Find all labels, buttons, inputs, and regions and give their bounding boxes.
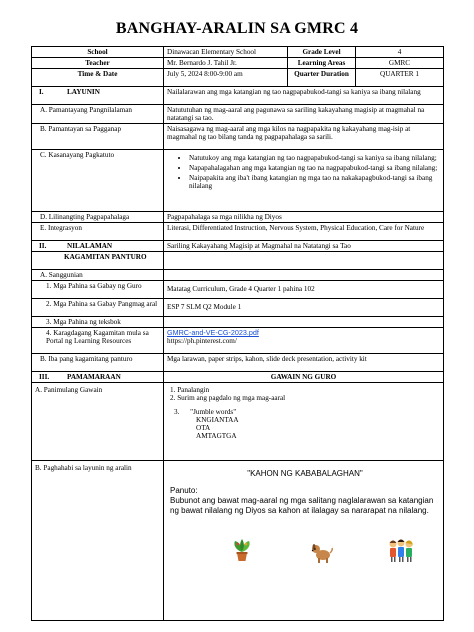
objective-item: • Napapahalagahan ang mga katangian ng tao na nagpapabukod-tangi sa ibang nilalang; (189, 164, 440, 172)
pamantayang-pangnilalaman-text: Natututuhan ng mag-aaral ang pagunawa sa sariling kakayahang magisip at magmahal na natatangi sa tao. (164, 105, 444, 124)
attendance-item: 2. Surim ang pagdalo ng mga mag-aaral (170, 394, 286, 402)
lilinangting-pagpapahalaga-label: D. Lilinangting Pagpapahalaga (32, 212, 164, 223)
panimulang-gawain-content (164, 383, 444, 461)
objective-item: • Natutukoy ang mga katangian ng tao nagpapabukod-tangi sa kaniya sa ibang nilalang; (189, 154, 440, 162)
children-icon (386, 536, 416, 564)
pamantayang-pangnilalaman-label: A. Pamantayang Pangnilalaman (32, 105, 164, 124)
paghahabi-label: B. Paghahabi sa layunin ng aralin (32, 461, 164, 621)
gabay-aral-text: ESP 7 SLM Q2 Module 1 (164, 299, 444, 317)
nilalaman-text: Sariling Kakayahang Magisip at Magmahal na Natatangi sa Tao (164, 241, 444, 252)
time-date-value: July 5, 2024 8:00-9:00 am (164, 69, 288, 87)
gabay-guro-label: 1. Mga Pahina sa Gabay ng Guro (32, 281, 164, 299)
kasanayang-pagkatuto-label: C. Kasanayang Pagkatuto (32, 150, 164, 212)
panimulang-gawain-label: A. Panimulang Gawain (32, 383, 164, 461)
iba-pang-kagamitan-label: B. Iba pang kagamitang panturo (32, 354, 164, 372)
teacher-value: Mr. Bernardo J. Tahil Jr. (164, 58, 288, 69)
kagamitan-panturo-heading: KAGAMITAN PANTURO (32, 252, 164, 270)
paghahabi-content (164, 461, 444, 621)
nilalaman-heading (32, 241, 164, 252)
teksbok-empty (164, 317, 444, 328)
activity-title: "KAHON NG KABABALAGHAN" (247, 469, 363, 478)
lilinangting-pagpapahalaga-text: Pagpapahalaga sa mga nilikha ng Diyos (164, 212, 444, 223)
sanggunian-empty (164, 270, 444, 281)
plant-icon (230, 538, 254, 562)
gawain-ng-guro-heading: GAWAIN NG GURO (164, 372, 444, 383)
iba-pang-kagamitan-text: Mga larawan, paper strips, kahon, slide deck presentation, activity kit (164, 354, 444, 372)
learning-area-value: GMRC (356, 58, 444, 69)
kasanayang-pagkatuto-list (164, 150, 444, 212)
gabay-guro-text: Matatag Curriculum, Grade 4 Quarter 1 pahina 102 (164, 281, 444, 299)
pamamaraan-heading (32, 372, 164, 383)
quarter-value: QUARTER 1 (356, 69, 444, 87)
jumble-words-label: 3. "Jumble words" (174, 408, 237, 416)
panuto-text: Bubunot ang bawat mag-aaral ng mga salitang naglalarawan sa katangian ng bawat nilalang ng Diyos sa kahon at ilalagay sa nararapat na nilalang. (170, 496, 434, 515)
jumble-word: KNGIANTAA (196, 416, 239, 424)
learning-area-label: Learning Areas (288, 58, 356, 69)
nilalaman-num: II. (39, 242, 47, 250)
panuto-label: Panuto: (170, 486, 198, 495)
curriculum-guide-link[interactable]: GMRC-and-VE-CG-2023.pdf (167, 328, 259, 337)
pamantayan-pagganap-text: Naisasagawa ng mag-aaral ang mga kilos na nagpapakita ng kakayahang mag-isip at magmahal ng tao bilang tanda ng pagpapahalaga sa sarili. (164, 124, 444, 150)
lesson-plan-table (31, 46, 444, 621)
layunin-heading (32, 87, 164, 105)
time-date-label: Time & Date (32, 69, 164, 87)
pamantayan-pagganap-label: B. Pamantayan sa Pagganap (32, 124, 164, 150)
school-value: Dinawacan Elementary School (164, 47, 288, 58)
jumble-word: AMTAGTGA (196, 432, 237, 440)
pinterest-link[interactable]: https://ph.pinterest.com/ (167, 337, 237, 345)
karagdagang-kagamitan-label: 4. Karagdagang Kagamitan mula sa Portal ng Learning Resources (32, 328, 164, 354)
pamamaraan-title: PAMAMARAAN (67, 373, 121, 381)
panalangin-item: 1. Panalangin (170, 386, 210, 394)
dog-icon (310, 540, 334, 564)
grade-value: 4 (356, 47, 444, 58)
teksbok-label: 3. Mga Pahina ng teksbok (32, 317, 164, 328)
layunin-num: I. (39, 88, 44, 96)
sanggunian-label: A. Sanggunian (32, 270, 164, 281)
integrasyon-label: E. Integrasyon (32, 223, 164, 241)
integrasyon-text: Literasi, Differentiated Instruction, Nervous System, Physical Education, Care for Nature (164, 223, 444, 241)
pamamaraan-num: III. (39, 373, 50, 381)
nilalaman-title: NILALAMAN (67, 242, 113, 250)
jumble-word: OTA (196, 424, 211, 432)
objective-item: • Naipapakita ang iba't ibang katangian ng mga tao na nakakapagbukod-tangi sa ibang nilalang (189, 174, 440, 190)
kagamitan-panturo-empty (164, 252, 444, 270)
karagdagang-kagamitan-links (164, 328, 444, 354)
page-title: BANGHAY-ARALIN SA GMRC 4 (115, 20, 359, 37)
school-label: School (32, 47, 164, 58)
layunin-text: Nailalarawan ang mga katangian ng tao nagpapabukod-tangi sa kaniya sa ibang nilalang (164, 87, 444, 105)
teacher-label: Teacher (32, 58, 164, 69)
quarter-label: Quarter Duration (288, 69, 356, 87)
gabay-aral-label: 2. Mga Pahina sa Gabay Pangmag aral (32, 299, 164, 317)
activity-images (170, 526, 440, 572)
layunin-title: LAYUNIN (67, 88, 100, 96)
grade-label: Grade Level (288, 47, 356, 58)
